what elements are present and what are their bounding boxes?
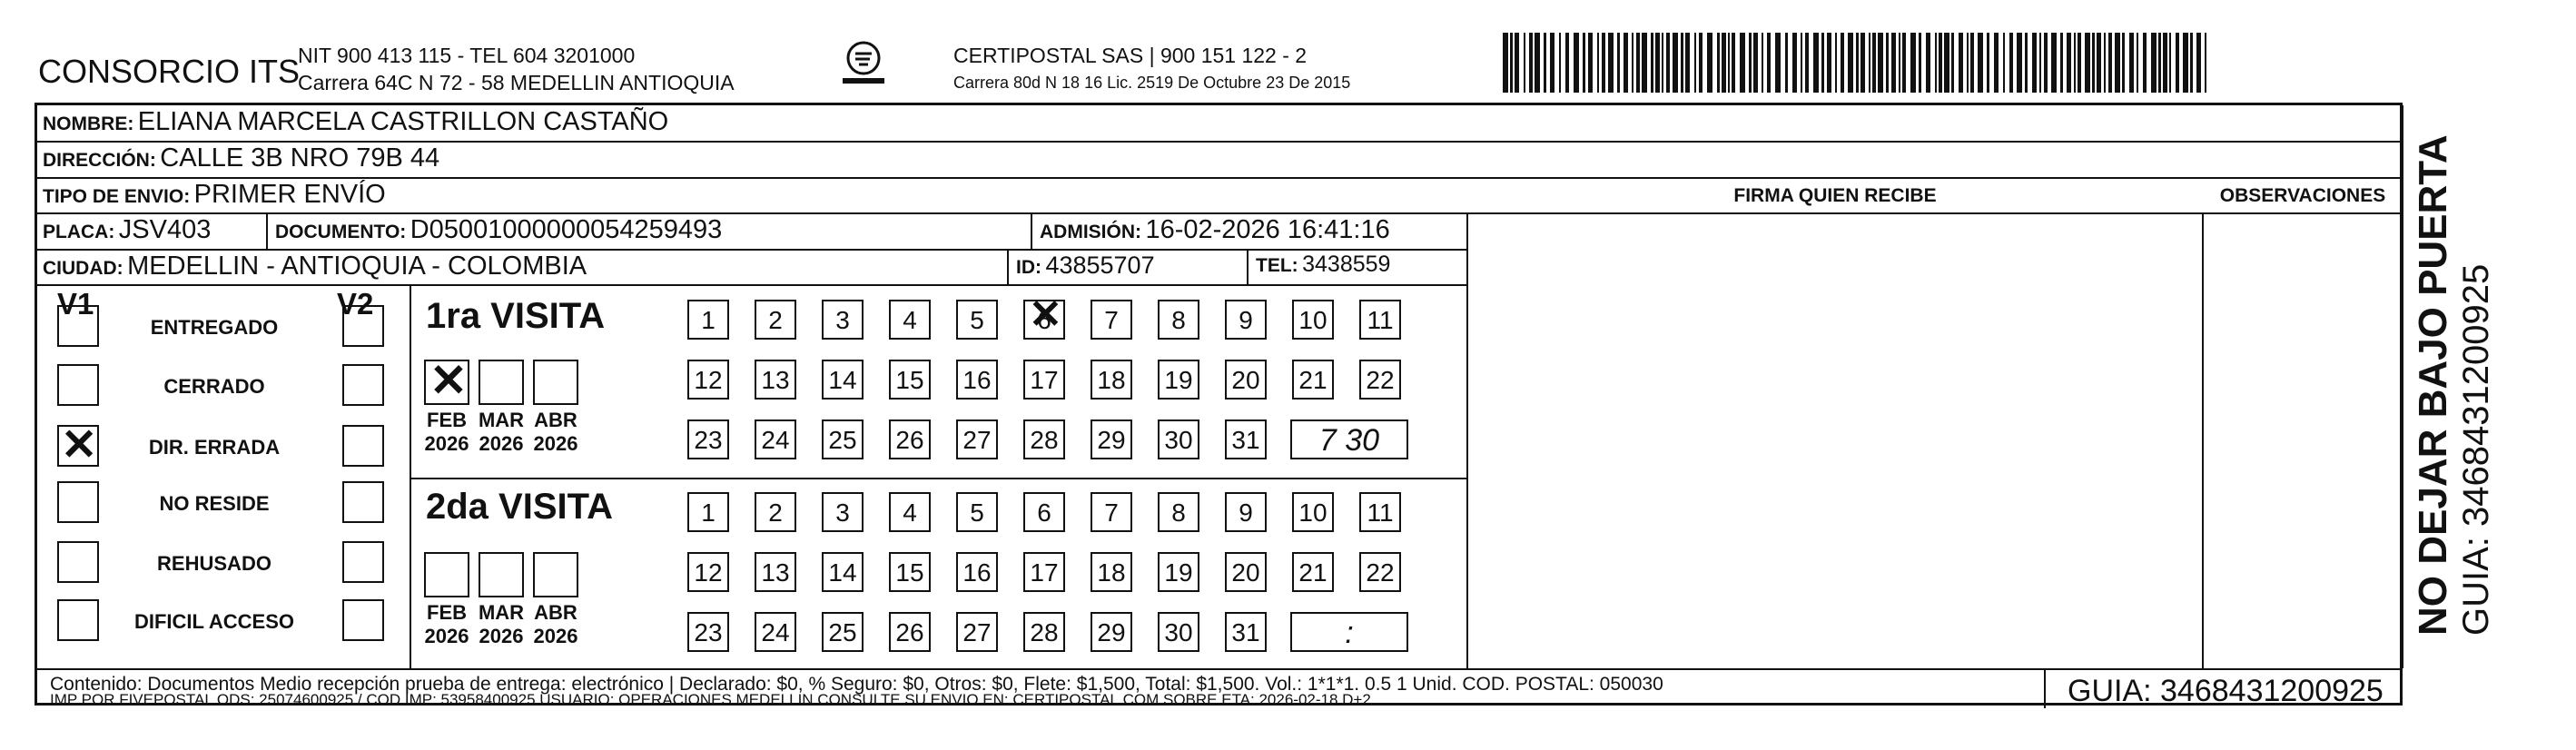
day-box[interactable]: 21: [1292, 552, 1334, 592]
day-box[interactable]: 7: [1091, 300, 1132, 340]
documento-value: D05001000000054259493: [410, 215, 723, 244]
day-box[interactable]: 2: [755, 300, 796, 340]
day-box[interactable]: 29: [1091, 612, 1132, 652]
day-box[interactable]: 3: [822, 300, 864, 340]
month-checkbox[interactable]: [533, 360, 578, 405]
day-box[interactable]: 27: [956, 419, 998, 459]
visit2-title: 2da VISITA: [426, 487, 613, 527]
day-box[interactable]: 6 ✕: [1023, 300, 1065, 340]
month-checkbox[interactable]: [424, 360, 469, 405]
day-box[interactable]: 11: [1359, 492, 1401, 532]
side-guia: GUIA: 3468431200925: [2456, 263, 2496, 636]
month-checkbox[interactable]: [424, 552, 469, 597]
day-box[interactable]: 16: [956, 552, 998, 592]
v2-checkbox[interactable]: [342, 425, 384, 467]
documento-field: [275, 215, 722, 245]
v2-header: V2: [337, 287, 374, 321]
v1-header: V1: [57, 287, 94, 321]
day-box[interactable]: 27: [956, 612, 998, 652]
month-checkbox[interactable]: [479, 552, 524, 597]
company-name: CONSORCIO ITS: [38, 53, 301, 90]
v1-checkbox[interactable]: [57, 364, 99, 406]
reason-label: NO RESIDE: [159, 492, 270, 515]
month-name: ABR: [534, 601, 577, 624]
day-box[interactable]: 26: [889, 612, 931, 652]
placa-value: JSV403: [118, 215, 212, 244]
certipostal-logo: [837, 38, 890, 91]
day-box[interactable]: 18: [1091, 360, 1132, 400]
month-checkbox[interactable]: [533, 552, 578, 597]
v2-checkbox[interactable]: [342, 305, 384, 347]
v2-checkbox[interactable]: [342, 599, 384, 641]
direccion-value: CALLE 3B NRO 79B 44: [160, 143, 440, 173]
day-box[interactable]: 24: [755, 612, 796, 652]
reason-label: CERRADO: [163, 375, 265, 398]
v1-checkbox[interactable]: [57, 481, 99, 523]
day-box[interactable]: 14: [822, 552, 864, 592]
day-box[interactable]: 11: [1359, 300, 1401, 340]
reason-label: DIR. ERRADA: [148, 436, 281, 459]
month-checkbox[interactable]: [479, 360, 524, 405]
barcode: [1503, 33, 2220, 93]
day-box[interactable]: 1: [687, 492, 729, 532]
header: [0, 0, 2576, 102]
address-line: Carrera 64C N 72 - 58 MEDELLIN ANTIOQUIA: [298, 71, 735, 94]
day-box[interactable]: 10: [1292, 492, 1334, 532]
nombre-label: NOMBRE:: [43, 113, 134, 134]
v1-checkbox[interactable]: [57, 541, 99, 583]
side-notice: [2411, 134, 2497, 636]
month-label: [524, 601, 587, 648]
day-box[interactable]: 28: [1023, 612, 1065, 652]
shipping-form: [35, 103, 2403, 706]
guia-number: GUIA: 3468431200925: [2068, 674, 2384, 708]
tel-label: TEL:: [1256, 255, 1298, 276]
placa-label: PLACA:: [43, 222, 115, 242]
day-box[interactable]: 18: [1091, 552, 1132, 592]
day-box[interactable]: 15: [889, 552, 931, 592]
visit-time[interactable]: :: [1290, 612, 1408, 652]
id-field: [1016, 252, 1155, 280]
admision-field: [1040, 215, 1390, 245]
month-name: FEB: [427, 601, 467, 624]
courier-info: [953, 42, 1350, 96]
day-box[interactable]: 9: [1225, 492, 1267, 532]
day-box[interactable]: 19: [1158, 552, 1199, 592]
day-box[interactable]: 24: [755, 419, 796, 459]
day-box[interactable]: 31: [1225, 612, 1267, 652]
day-box[interactable]: 5: [956, 300, 998, 340]
day-box[interactable]: 19: [1158, 360, 1199, 400]
day-box[interactable]: 29: [1091, 419, 1132, 459]
content-summary: Contenido: Documentos Medio recepción prueba de entrega: electrónico | Declarado: $0, % Seguro: $0, Otros: $0, Flete: $1,500, Total: $1,500. Vol.: 1*1*1. 0.5 1 Unid. COD. POSTAL: 050030: [50, 674, 1663, 695]
month-year: 2026: [424, 432, 469, 455]
day-box[interactable]: 30: [1158, 612, 1199, 652]
direccion-field: [43, 143, 439, 173]
day-box[interactable]: 26: [889, 419, 931, 459]
admision-label: ADMISIÓN:: [1040, 222, 1141, 242]
day-box[interactable]: 30: [1158, 419, 1199, 459]
day-box[interactable]: 9: [1225, 300, 1267, 340]
tipo-envio-value: PRIMER ENVÍO: [193, 180, 386, 209]
company-info: [298, 42, 735, 96]
day-box[interactable]: 16: [956, 360, 998, 400]
day-box[interactable]: 28: [1023, 419, 1065, 459]
day-box[interactable]: 5: [956, 492, 998, 532]
day-box[interactable]: 23: [687, 612, 729, 652]
reason-label: DIFICIL ACCESO: [133, 610, 294, 633]
ciudad-field: [43, 252, 587, 281]
v1-checkbox[interactable]: [57, 599, 99, 641]
day-box[interactable]: 17: [1023, 360, 1065, 400]
documento-label: DOCUMENTO:: [275, 222, 407, 242]
day-box[interactable]: 8: [1158, 300, 1199, 340]
tipo-envio-field: [43, 180, 386, 210]
day-box[interactable]: 4: [889, 492, 931, 532]
month-year: 2026: [533, 625, 578, 647]
day-box[interactable]: 15: [889, 360, 931, 400]
day-box[interactable]: 23: [687, 419, 729, 459]
day-box[interactable]: 7: [1091, 492, 1132, 532]
admision-value: 16-02-2026 16:41:16: [1145, 215, 1390, 244]
license-line: Carrera 80d N 18 16 Lic. 2519 De Octubre 23 De 2015: [953, 74, 1351, 92]
month-name: ABR: [534, 409, 577, 431]
month-name: MAR: [478, 409, 525, 431]
ciudad-value: MEDELLIN - ANTIOQUIA - COLOMBIA: [127, 252, 587, 281]
day-box[interactable]: 25: [822, 419, 864, 459]
month-year: 2026: [479, 432, 524, 455]
month-year: 2026: [479, 625, 524, 647]
observaciones-header: OBSERVACIONES: [2219, 185, 2386, 206]
day-box[interactable]: 20: [1225, 552, 1267, 592]
nombre-field: [43, 107, 668, 137]
day-box[interactable]: 12: [687, 552, 729, 592]
day-box[interactable]: 31: [1225, 419, 1267, 459]
nombre-value: ELIANA MARCELA CASTRILLON CASTAÑO: [137, 107, 669, 136]
tipo-envio-label: TIPO DE ENVIO:: [43, 186, 191, 207]
month-year: 2026: [533, 432, 578, 455]
month-name: MAR: [478, 601, 525, 624]
month-label: [524, 409, 587, 456]
print-info: IMP POR FIVEPOSTAL ODS: 25074600925 / COD.IMP: 53958400925 USUARIO: OPERACIONES MEDELLIN CONSULTE SU ENVIO EN: CERTIPOSTAL.COM SOBRE ETA: 2026-02-18 D+2: [50, 691, 1371, 708]
day-box[interactable]: 22: [1359, 552, 1401, 592]
day-box[interactable]: 10: [1292, 300, 1334, 340]
day-box[interactable]: 6: [1023, 492, 1065, 532]
visit-time[interactable]: 7 30: [1290, 419, 1408, 459]
v2-checkbox[interactable]: [342, 481, 384, 523]
day-box[interactable]: 14: [822, 360, 864, 400]
v2-checkbox[interactable]: [342, 364, 384, 406]
nit-line: NIT 900 413 115 - TEL 604 3201000: [298, 44, 636, 67]
day-box[interactable]: 25: [822, 612, 864, 652]
day-box[interactable]: 13: [755, 360, 796, 400]
day-box[interactable]: 17: [1023, 552, 1065, 592]
courier-line: CERTIPOSTAL SAS | 900 151 122 - 2: [953, 44, 1308, 67]
tel-field: [1256, 252, 1390, 278]
reason-label: ENTREGADO: [150, 316, 279, 339]
v1-checkbox[interactable]: [57, 305, 99, 347]
day-box[interactable]: 12: [687, 360, 729, 400]
id-label: ID:: [1016, 257, 1041, 278]
day-box[interactable]: 1: [687, 300, 729, 340]
day-box[interactable]: 21: [1292, 360, 1334, 400]
visit1-title: 1ra VISITA: [426, 296, 606, 336]
placa-field: [43, 215, 211, 245]
firma-header: FIRMA QUIEN RECIBE: [1733, 185, 1937, 206]
month-year: 2026: [424, 625, 469, 647]
ciudad-label: CIUDAD:: [43, 258, 123, 279]
no-dejar-notice: NO DEJAR BAJO PUERTA: [2411, 134, 2455, 636]
tel-value: 3438559: [1302, 252, 1391, 277]
direccion-label: DIRECCIÓN:: [43, 150, 156, 171]
day-box[interactable]: 20: [1225, 360, 1267, 400]
day-box[interactable]: 4: [889, 300, 931, 340]
day-box[interactable]: 2: [755, 492, 796, 532]
reason-label: REHUSADO: [157, 552, 271, 575]
v2-checkbox[interactable]: [342, 541, 384, 583]
v1-checkbox[interactable]: [57, 425, 99, 467]
day-box[interactable]: 13: [755, 552, 796, 592]
day-box[interactable]: 22: [1359, 360, 1401, 400]
month-name: FEB: [427, 409, 467, 431]
id-value: 43855707: [1045, 252, 1155, 279]
day-box[interactable]: 3: [822, 492, 864, 532]
day-box[interactable]: 8: [1158, 492, 1199, 532]
